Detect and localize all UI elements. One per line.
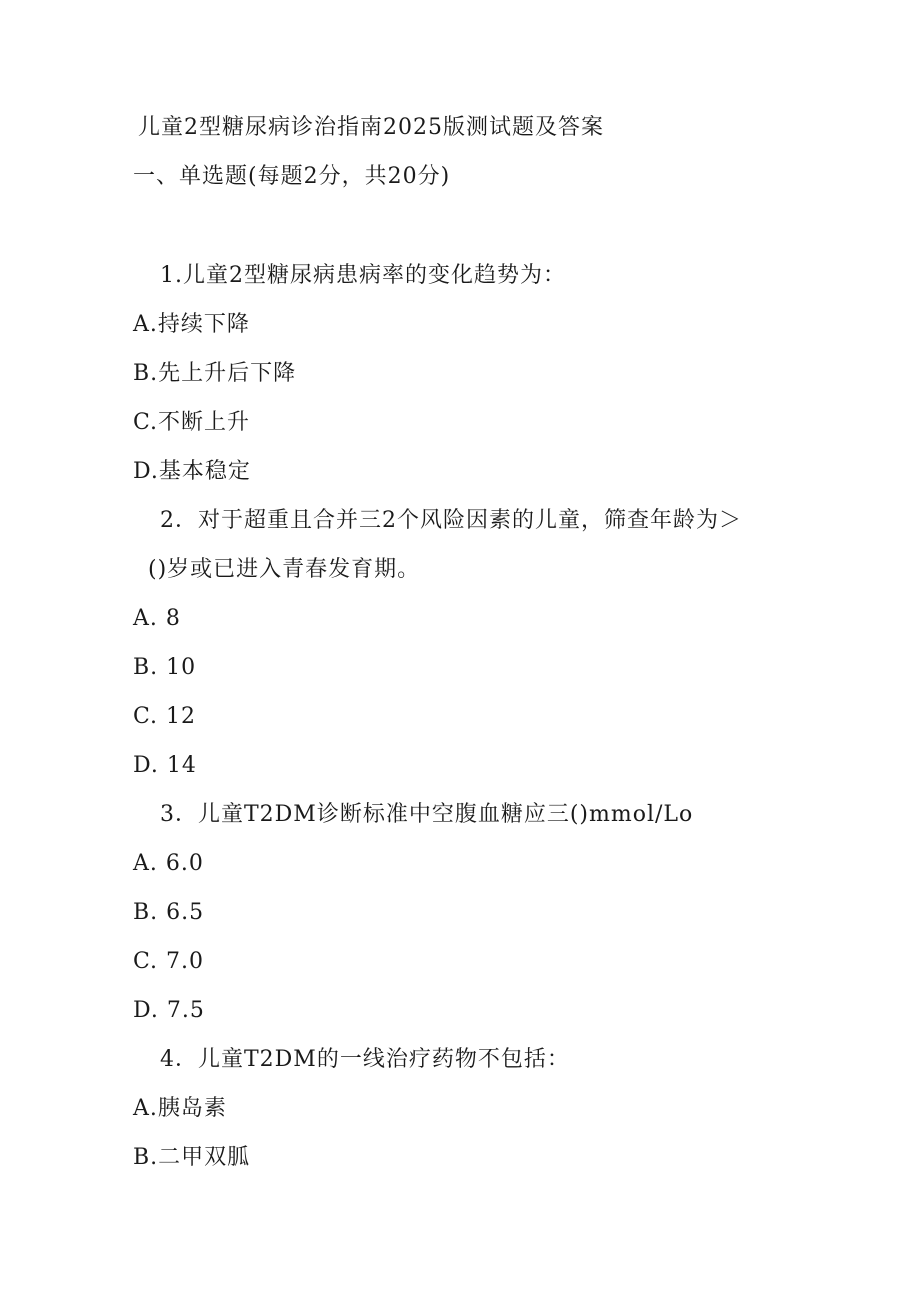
question-2-option-d: D. 14 <box>133 753 197 778</box>
question-2-option-c: C. 12 <box>133 704 197 729</box>
question-4-option-b: B.二甲双胍 <box>133 1145 251 1170</box>
question-3-option-d: D. 7.5 <box>133 998 205 1023</box>
question-3-option-b: B. 6.5 <box>133 900 205 925</box>
document-title: 儿童2型糖尿病诊治指南2025版测试题及答案 <box>138 115 604 140</box>
section-heading: 一、单选题(每题2分，共20分) <box>133 164 451 189</box>
question-stem-4: 4．儿童T2DM的一线治疗药物不包括： <box>160 1047 570 1072</box>
question-stem-1: 1.儿童2型糖尿病患病率的变化趋势为： <box>160 263 566 288</box>
question-1-option-c: C.不断上升 <box>133 410 251 435</box>
question-stem-2: 2．对于超重且合并三2个风险因素的儿童，筛查年龄为＞ <box>160 508 742 533</box>
question-3-option-c: C. 7.0 <box>133 949 205 974</box>
question-stem-2-continuation: ()岁或已进入青春发育期。 <box>148 557 421 582</box>
question-stem-3: 3．儿童T2DM诊断标准中空腹血糖应三()mmol/Lo <box>160 802 694 827</box>
question-4-option-a: A.胰岛素 <box>133 1096 227 1121</box>
question-1-option-d: D.基本稳定 <box>133 459 251 484</box>
question-1-option-b: B.先上升后下降 <box>133 361 297 386</box>
question-2-option-a: A. 8 <box>133 606 181 631</box>
question-3-option-a: A. 6.0 <box>133 851 204 876</box>
question-1-option-a: A.持续下降 <box>133 312 250 337</box>
question-2-option-b: B. 10 <box>133 655 197 680</box>
